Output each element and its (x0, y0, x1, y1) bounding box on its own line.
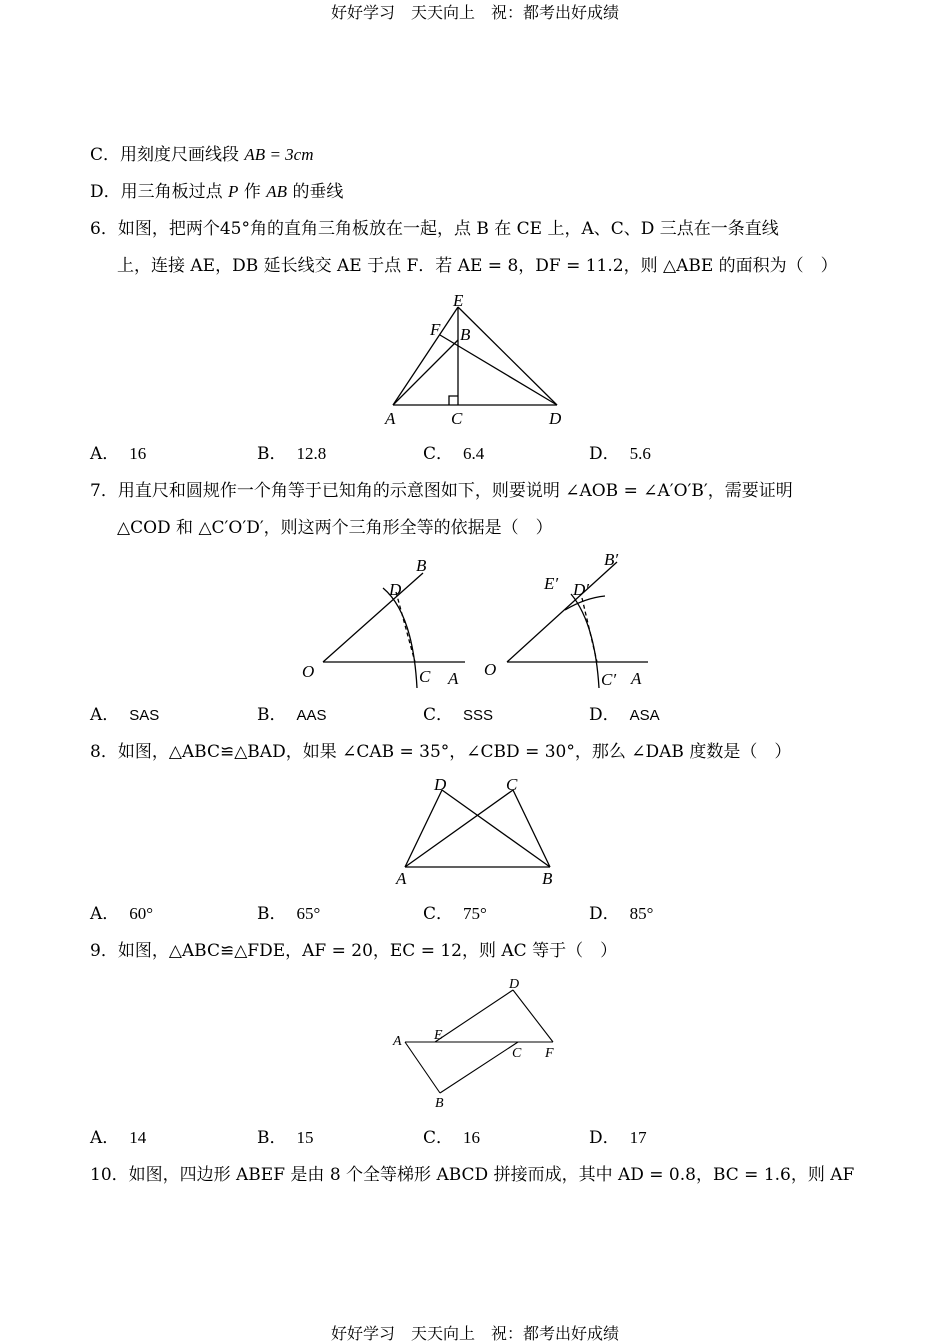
q10-line1: 10．如图，四边形 ABEF 是由 8 个全等梯形 ABCD 拼接而成，其中 AD = 0.8，BC = 1.6，则 AF (90, 1165, 855, 1185)
q7-label-O: O (302, 662, 315, 681)
q6-option-c-value: 6.4 (463, 444, 485, 463)
q6-line1: 6．如图，把两个45°角的直角三角板放在一起，点 B 在 CE 上，A、C、D 三点在一条直线 (90, 219, 779, 239)
q7-label-B: B (416, 556, 427, 575)
q7-option-a-letter: A． (90, 705, 120, 725)
q7-line2: △COD 和 △C′O′D′，则这两个三角形全等的依据是（ ） (117, 518, 553, 538)
q8-label-B: B (542, 869, 553, 888)
q7-line1: 7．用直尺和圆规作一个角等于已知角的示意图如下，则要说明 ∠AOB = ∠A′O′B′，需要证明 (90, 481, 793, 501)
q9-label-F: F (545, 1046, 554, 1061)
q7-option-d-letter: D． (589, 705, 620, 725)
q6-seg-AB (393, 340, 458, 405)
q7-option-c-value: SSS (463, 707, 494, 724)
q6-right-angle (449, 396, 458, 405)
page-header: 好好学习 天天向上 祝：都考出好成绩 (330, 3, 619, 22)
q6-option-d-value: 5.6 (629, 444, 651, 463)
q7-option-b-value: AAS (296, 707, 327, 724)
q9-option-b[interactable] (257, 1127, 314, 1149)
q9-option-d[interactable] (589, 1127, 647, 1149)
page-footer: 好好学习 天天向上 祝：都考出好成绩 (330, 1324, 619, 1343)
q7-option-c-letter: C． (423, 705, 454, 725)
q7-ray-OB2 (507, 562, 617, 662)
q9-option-b-letter: B． (257, 1128, 287, 1148)
q6-option-b-value: 12.8 (296, 444, 327, 463)
option-d-ab: AB (266, 182, 288, 201)
q7-option-d-value: ASA (629, 707, 660, 724)
q7-label-C: C (419, 667, 431, 686)
q7-option-b-letter: B． (257, 705, 287, 725)
option-d-text2: 作 (243, 182, 261, 202)
q8-option-a[interactable] (90, 903, 153, 925)
q9-seg-DF (513, 990, 553, 1042)
q9-option-a-letter: A． (90, 1128, 120, 1148)
option-c-line (90, 144, 313, 166)
q9-option-c-letter: C． (423, 1128, 454, 1148)
q9-option-c-value: 16 (463, 1128, 481, 1147)
q7-label-C2: C′ (601, 670, 617, 689)
q7-option-b[interactable] (257, 704, 327, 727)
option-c-math: AB = 3cm (244, 145, 314, 164)
q6-line2: 上，连接 AE，DB 延长线交 AE 于点 F．若 AE = 8，DF = 11.2，则 △ABE 的面积为（ ） (117, 256, 838, 276)
q7-label-E2: E′ (544, 574, 559, 593)
q6-option-a-letter: A． (90, 444, 120, 464)
q8-option-d-letter: D． (589, 904, 620, 924)
option-d-point-p: P (228, 182, 239, 201)
option-c-text: C．用刻度尺画线段 (90, 145, 240, 165)
q6-seg-AE (393, 307, 458, 405)
q9-option-d-letter: D． (589, 1128, 620, 1148)
q6-label-F: F (430, 320, 441, 339)
q9-option-a-value: 14 (129, 1128, 147, 1147)
q6-figure (380, 290, 580, 430)
q6-label-C: C (451, 409, 463, 428)
q8-option-b[interactable] (257, 903, 320, 925)
q9-label-A: A (393, 1034, 402, 1049)
q8-option-a-letter: A． (90, 904, 120, 924)
q8-label-A: A (396, 869, 407, 888)
q9-seg-AB (405, 1042, 440, 1093)
q9-label-D: D (509, 977, 520, 992)
q8-line1: 8．如图，△ABC≌△BAD，如果 ∠CAB = 35°，∠CBD = 30°，那么 ∠DAB 度数是（ ） (90, 742, 792, 762)
q7-arc (383, 588, 417, 688)
q9-seg-ED (435, 990, 513, 1042)
q8-option-d-value: 85° (629, 904, 654, 923)
q6-option-d[interactable] (589, 443, 651, 465)
q9-seg-BC (440, 1042, 518, 1093)
q7-label-D2: D′ (573, 580, 589, 599)
q6-option-c-letter: C． (423, 444, 454, 464)
q7-label-B2: B′ (604, 550, 619, 569)
q6-label-E: E (453, 291, 464, 310)
q9-option-b-value: 15 (296, 1128, 314, 1147)
q8-option-c-value: 75° (463, 904, 487, 923)
q8-option-a-value: 60° (129, 904, 154, 923)
q7-dashed-CD (396, 592, 415, 662)
q9-option-c[interactable] (423, 1127, 480, 1149)
q9-figure (385, 972, 565, 1114)
q6-seg-ED (458, 307, 557, 405)
q7-option-c[interactable] (423, 704, 493, 727)
q8-figure (390, 773, 565, 891)
q9-label-B: B (435, 1096, 444, 1111)
q6-label-A: A (385, 409, 396, 428)
q8-option-b-letter: B． (257, 904, 287, 924)
q7-label-D: D (389, 580, 402, 599)
q7-label-O2: O (484, 660, 497, 679)
option-d-text1: D．用三角板过点 (90, 182, 223, 202)
q7-label-A2: A (631, 669, 642, 688)
q7-option-a-value: SAS (129, 707, 160, 724)
q7-figure (295, 548, 665, 698)
q8-option-c[interactable] (423, 903, 487, 925)
q7-option-d[interactable] (589, 704, 660, 727)
q6-option-a[interactable] (90, 443, 146, 465)
q8-seg-CB (513, 790, 550, 867)
q6-label-D: D (549, 409, 562, 428)
q8-option-d[interactable] (589, 903, 653, 925)
q6-option-a-value: 16 (129, 444, 147, 463)
q7-label-A: A (448, 669, 459, 688)
q8-label-D: D (434, 775, 447, 794)
q6-option-c[interactable] (423, 443, 484, 465)
q6-option-b[interactable] (257, 443, 326, 465)
q9-option-d-value: 17 (629, 1128, 647, 1147)
q8-label-C: C (506, 775, 518, 794)
option-d-line (90, 181, 343, 203)
q8-option-b-value: 65° (296, 904, 321, 923)
q9-label-C: C (512, 1046, 522, 1061)
q7-option-a[interactable] (90, 704, 159, 727)
q6-option-b-letter: B． (257, 444, 287, 464)
q6-label-B: B (460, 325, 471, 344)
q9-label-E: E (434, 1028, 443, 1043)
q9-option-a[interactable] (90, 1127, 146, 1149)
q7-ray-OB (323, 573, 423, 662)
q8-seg-AD (405, 790, 442, 867)
option-d-text3: 的垂线 (292, 182, 344, 202)
q9-line1: 9．如图，△ABC≌△FDE，AF = 20，EC = 12，则 AC 等于（ ） (90, 941, 618, 961)
q6-option-d-letter: D． (589, 444, 620, 464)
q8-option-c-letter: C． (423, 904, 454, 924)
